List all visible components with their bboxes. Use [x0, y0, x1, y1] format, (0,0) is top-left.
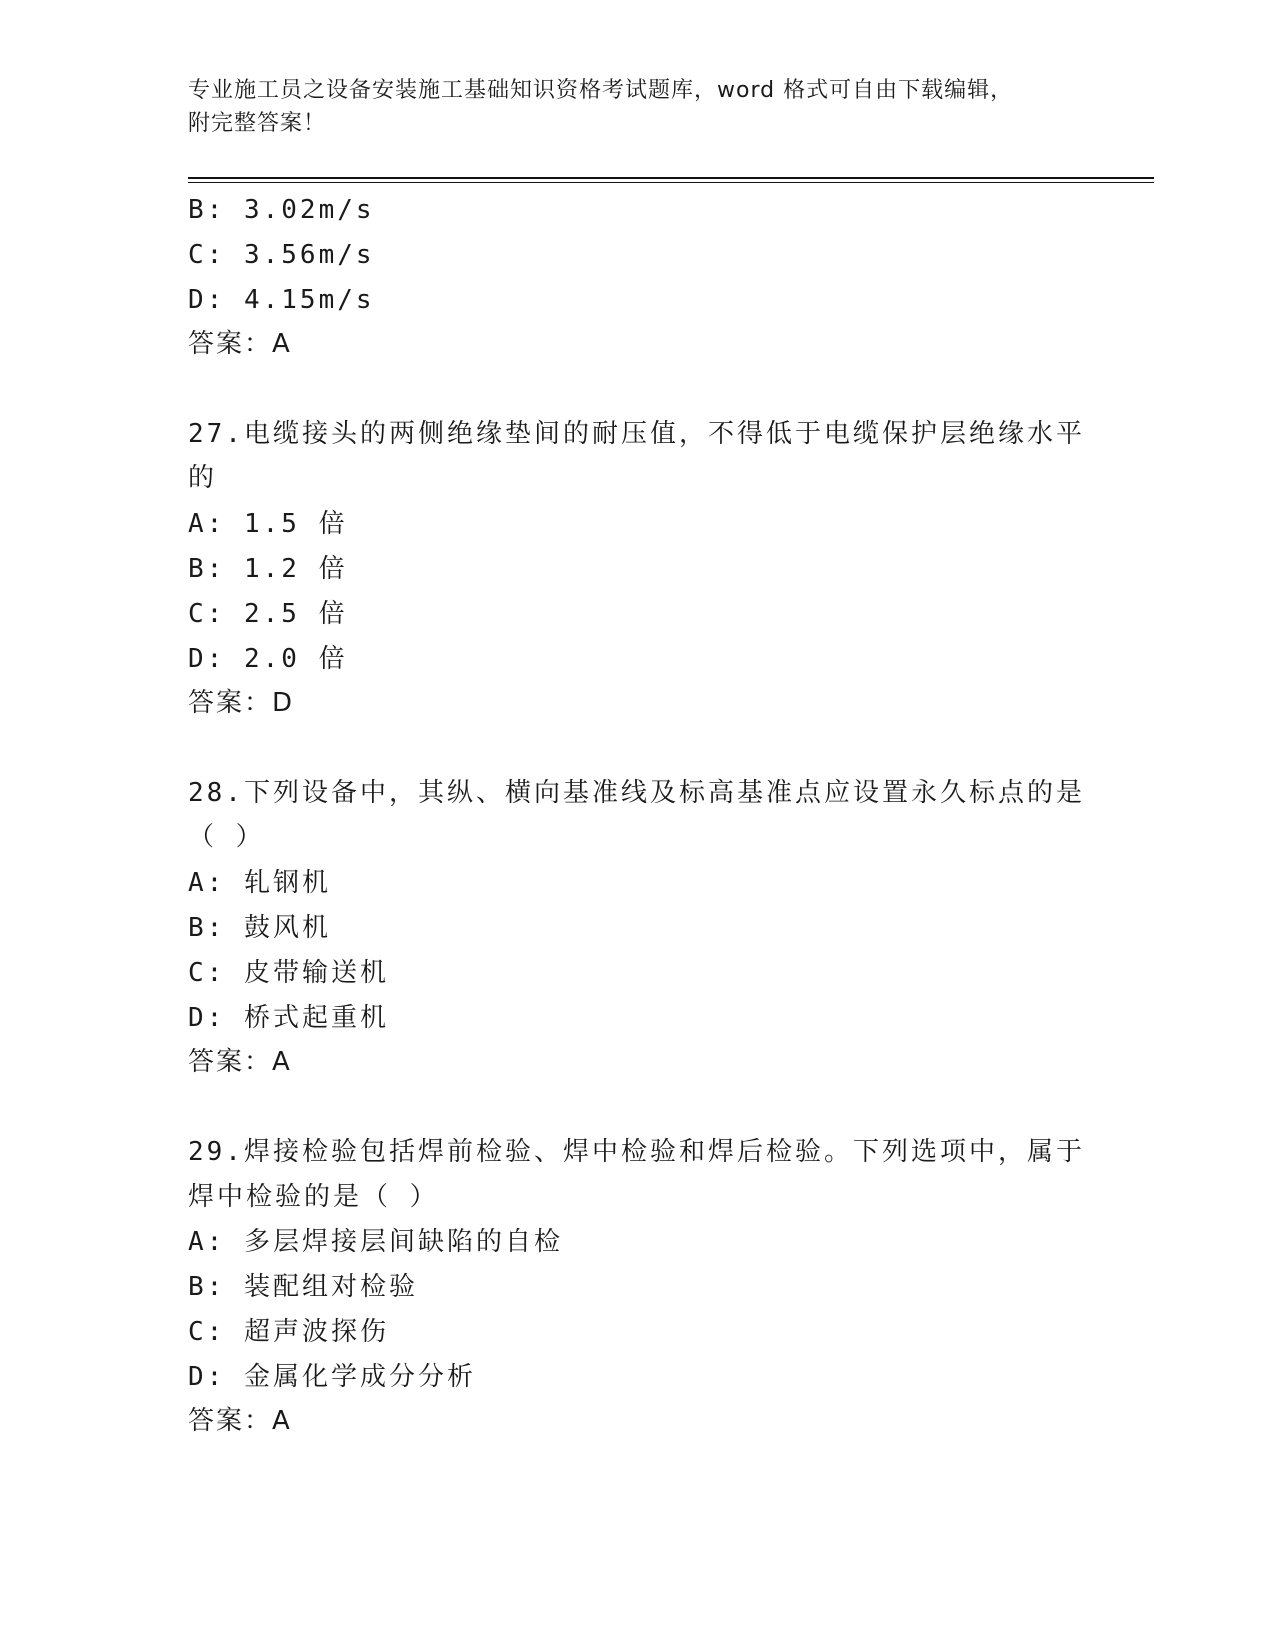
question-27-stem-line-2: 的	[188, 463, 218, 493]
header-divider-thin	[188, 182, 1154, 183]
answer-label: 答案：	[188, 688, 273, 718]
question-29-stem-line-1: 29.焊接检验包括焊前检验、焊中检验和焊后检验。下列选项中，属于	[188, 1137, 1085, 1167]
question-28-option-b: B: 鼓风机	[188, 913, 331, 943]
question-27-option-a: A: 1.5 倍	[188, 509, 348, 539]
question-28-option-d: D: 桥式起重机	[188, 1003, 389, 1033]
question-29-option-c: C: 超声波探伤	[188, 1317, 389, 1347]
header-line-1: 专业施工员之设备安装施工基础知识资格考试题库，word 格式可自由下载编辑，	[188, 78, 1014, 103]
prev-option-b: B: 3.02m/s	[188, 195, 375, 225]
question-29-option-d: D: 金属化学成分分析	[188, 1362, 476, 1392]
document-header	[188, 74, 1088, 140]
question-29-stem-line-2: 焊中检验的是（ ）	[188, 1182, 439, 1212]
answer-label: 答案：	[188, 329, 273, 359]
answer-value: A	[272, 329, 292, 359]
question-28-stem-line-2: （ ）	[188, 822, 265, 852]
prev-answer	[188, 326, 292, 362]
prev-option-c: C: 3.56m/s	[188, 240, 375, 270]
question-27-option-b: B: 1.2 倍	[188, 554, 348, 584]
answer-value: A	[272, 1047, 292, 1077]
question-27-stem-line-1: 27.电缆接头的两侧绝缘垫间的耐压值，不得低于电缆保护层绝缘水平	[188, 419, 1085, 449]
question-29-option-a: A: 多层焊接层间缺陷的自检	[188, 1227, 563, 1257]
question-27-option-d: D: 2.0 倍	[188, 644, 348, 674]
answer-label: 答案：	[188, 1047, 273, 1077]
question-27-answer	[188, 685, 294, 721]
question-28-answer	[188, 1044, 292, 1080]
question-28-option-a: A: 轧钢机	[188, 868, 331, 898]
question-28-option-c: C: 皮带输送机	[188, 958, 389, 988]
question-29-answer	[188, 1403, 292, 1439]
question-29-option-b: B: 装配组对检验	[188, 1272, 418, 1302]
answer-value: A	[272, 1406, 292, 1436]
prev-option-d: D: 4.15m/s	[188, 285, 375, 315]
answer-value: D	[272, 688, 295, 718]
header-divider-thick	[188, 177, 1154, 179]
answer-label: 答案：	[188, 1406, 273, 1436]
question-27-option-c: C: 2.5 倍	[188, 599, 348, 629]
question-28-stem-line-1: 28.下列设备中，其纵、横向基准线及标高基准点应设置永久标点的是	[188, 778, 1085, 808]
header-line-2: 附完整答案！	[188, 111, 327, 136]
